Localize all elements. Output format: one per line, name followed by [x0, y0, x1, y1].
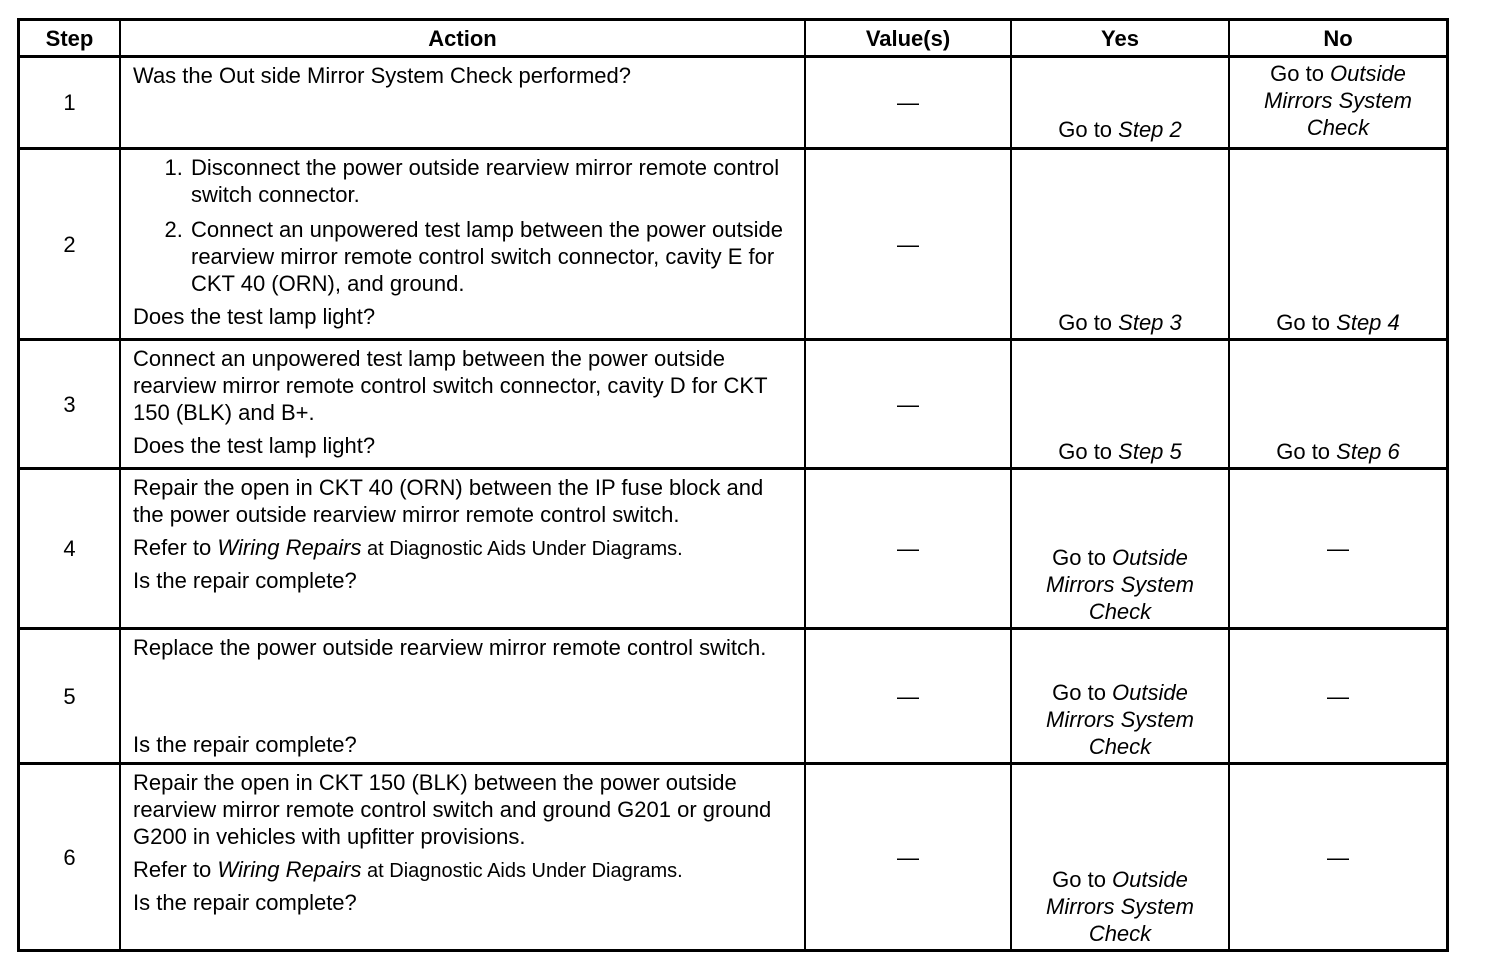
step-number: 6: [20, 764, 120, 949]
action-question: Is the repair complete?: [133, 567, 357, 593]
table-row: [20, 340, 1446, 468]
value-cell: —: [805, 340, 1011, 468]
value-cell: —: [805, 149, 1011, 340]
yes-link[interactable]: Step 3: [1118, 310, 1182, 336]
action-question: Does the test lamp light?: [133, 433, 376, 459]
no-cell: —: [1229, 628, 1446, 763]
header-step: Step: [20, 21, 120, 57]
no-prefix: Go to: [1276, 438, 1337, 464]
yes-prefix: Go to: [1058, 310, 1119, 336]
yes-cell: [1011, 340, 1229, 468]
yes-prefix: Go to: [1052, 867, 1113, 892]
action-text: Repair the open in CKT 150 (BLK) between the power outside rearview mirror remote control switch and ground G201 or ground G200 in vehicles with upfitter provisions.: [133, 770, 772, 850]
yes-link[interactable]: Outside Mirrors System Check: [1046, 544, 1194, 624]
no-link[interactable]: Step 6: [1336, 438, 1400, 464]
table-row: [20, 628, 1446, 763]
diagnostic-table: [20, 21, 1446, 949]
yes-cell: [1011, 149, 1229, 340]
table-row: [20, 468, 1446, 628]
action-question: Is the repair complete?: [133, 731, 357, 757]
refer-suffix: at Diagnostic Aids Under Diagrams.: [361, 860, 683, 883]
yes-cell: [1011, 468, 1229, 628]
action-inner: [133, 634, 794, 758]
yes-prefix: Go to: [1052, 544, 1113, 570]
value-cell: —: [805, 57, 1011, 149]
action-text: Connect an unpowered test lamp between the power outside rearview mirror remote control switch connector, cavity D for CKT 150 (BLK) and B+.: [133, 346, 768, 426]
yes-cell: [1011, 628, 1229, 763]
table-row: [20, 149, 1446, 340]
no-cell: [1229, 57, 1446, 149]
step-number: 2: [20, 149, 120, 340]
yes-link[interactable]: Outside Mirrors System Check: [1046, 680, 1194, 760]
step-number: 4: [20, 468, 120, 628]
action-list: [133, 154, 794, 297]
action-question: Does the test lamp light?: [133, 304, 376, 330]
value-cell: —: [805, 764, 1011, 949]
refer-prefix: Refer to: [133, 534, 218, 560]
no-link[interactable]: Outside Mirrors System Check: [1264, 61, 1412, 140]
refer-link[interactable]: Wiring Repairs: [217, 534, 362, 560]
step-number: 1: [20, 57, 120, 149]
refer-link[interactable]: Wiring Repairs: [217, 857, 362, 883]
action-text: Replace the power outside rearview mirror remote control switch.: [133, 634, 767, 660]
step-number: 3: [20, 340, 120, 468]
refer-line: [133, 534, 794, 563]
yes-link[interactable]: Step 2: [1118, 117, 1182, 143]
header-no: No: [1229, 21, 1446, 57]
action-cell: [120, 764, 805, 949]
action-cell: [120, 57, 805, 149]
action-cell: [120, 468, 805, 628]
yes-link[interactable]: Outside Mirrors System Check: [1046, 867, 1194, 946]
header-values: Value(s): [805, 21, 1011, 57]
header-action: Action: [120, 21, 805, 57]
no-cell: [1229, 340, 1446, 468]
header-row: [20, 21, 1446, 57]
header-yes: Yes: [1011, 21, 1229, 57]
step-number: 5: [20, 628, 120, 763]
diagnostic-table-frame: [17, 18, 1449, 952]
no-prefix: Go to: [1270, 61, 1331, 86]
action-text: Repair the open in CKT 40 (ORN) between the IP fuse block and the power outside rearview mirror remote control switch.: [133, 474, 764, 527]
value-cell: —: [805, 468, 1011, 628]
refer-line: [133, 856, 794, 885]
refer-suffix: at Diagnostic Aids Under Diagrams.: [361, 537, 683, 560]
refer-prefix: Refer to: [133, 857, 218, 883]
yes-prefix: Go to: [1052, 680, 1113, 706]
table-row: [20, 764, 1446, 949]
yes-cell: [1011, 764, 1229, 949]
action-text: Was the Out side Mirror System Check performed?: [133, 63, 632, 88]
action-cell: [120, 628, 805, 763]
yes-prefix: Go to: [1058, 438, 1119, 464]
no-cell: —: [1229, 468, 1446, 628]
action-list-item: 2. Connect an unpowered test lamp between the power outside rearview mirror remote control switch connector, cavity E for CKT 40 (ORN), and ground.: [189, 216, 794, 297]
no-link[interactable]: Step 4: [1336, 310, 1400, 336]
no-prefix: Go to: [1276, 310, 1337, 336]
no-cell: —: [1229, 764, 1446, 949]
action-cell: [120, 149, 805, 340]
table-row: [20, 57, 1446, 149]
action-cell: [120, 340, 805, 468]
yes-prefix: Go to: [1058, 117, 1119, 143]
action-question: Is the repair complete?: [133, 890, 357, 916]
yes-cell: [1011, 57, 1229, 149]
value-cell: —: [805, 628, 1011, 763]
action-list-item: 1. Disconnect the power outside rearview mirror remote control switch connector.: [189, 154, 794, 208]
no-cell: [1229, 149, 1446, 340]
yes-link[interactable]: Step 5: [1118, 438, 1182, 464]
